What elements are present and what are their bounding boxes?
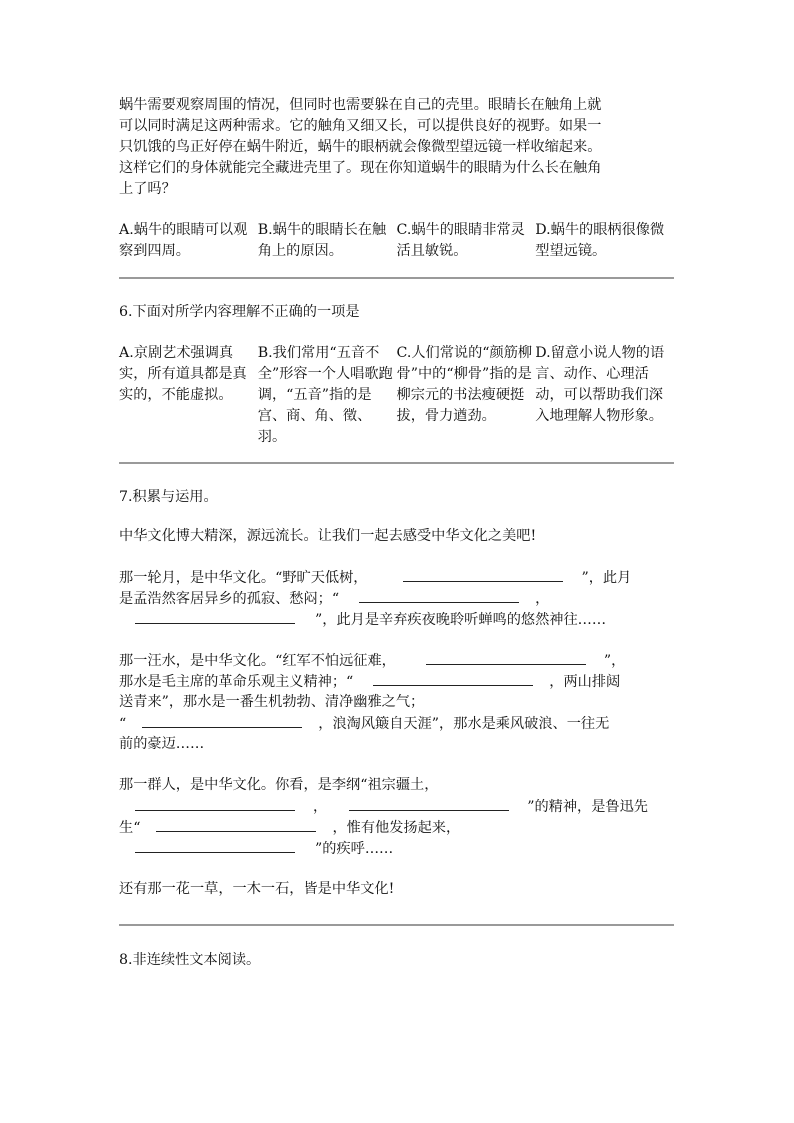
divider	[119, 277, 674, 279]
fill-blank[interactable]	[373, 671, 533, 686]
option-a[interactable]: A.京剧艺术强调真实，所有道具都是真实的，不能虚拟。	[119, 345, 247, 403]
q5-passage	[119, 95, 674, 200]
fill-blank[interactable]	[142, 713, 302, 728]
people-line-3: 生“ ，惟有他发扬起来，	[119, 817, 674, 839]
q7-intro: 中华文化博大精深，源远流长。让我们一起去感受中华文化之美吧!	[119, 528, 537, 544]
fill-blank[interactable]	[135, 796, 295, 811]
q7-title: 7.积累与运用。	[119, 489, 218, 505]
option-b[interactable]: B.我们常用“五音不全”形容一个人唱歌跑调，“五音”指的是宫、商、角、徵、羽。	[257, 345, 393, 445]
passage-line: 上了吗？	[119, 181, 176, 197]
q5-options	[119, 220, 674, 262]
q6-options	[119, 343, 674, 448]
people-line-4: ”的疾呼……	[119, 838, 674, 860]
moon-line-3: ”，此月是辛弃疾夜晚聆听蝉鸣的悠然神往……	[119, 609, 674, 631]
water-line-3: 送青来”，那水是一番生机勃勃、清净幽雅之气；	[119, 694, 425, 710]
water-line-5: 前的豪迈……	[119, 736, 205, 752]
moon-line-2: 是孟浩然客居异乡的孤寂、愁闷；“ ，	[119, 588, 674, 610]
q7-closing: 还有那一花一草，一木一石，皆是中华文化!	[119, 881, 395, 897]
fill-blank[interactable]	[156, 817, 316, 832]
passage-line: 这样它们的身体就能完全藏进壳里了。现在你知道蜗牛的眼睛为什么长在触角	[119, 160, 602, 176]
water-line-4: “ ，浪淘风簸自天涯”，那水是乘风破浪、一往无	[119, 713, 674, 735]
passage-line: 可以同时满足这两种需求。它的触角又细又长，可以提供良好的视野。如果一	[119, 118, 602, 134]
people-line-1: 那一群人，是中华文化。你看，是李纲“祖宗疆土，	[119, 777, 439, 793]
option-d[interactable]: D.留意小说人物的语言、动作、心理活动，可以帮助我们深入地理解人物形象。	[535, 345, 665, 424]
moon-line-1: 那一轮月，是中华文化。“野旷天低树， ”，此月	[119, 567, 674, 589]
q8-title: 8.非连续性文本阅读。	[119, 952, 261, 968]
passage-line: 只饥饿的鸟正好停在蜗牛附近，蜗牛的眼柄就会像微型望远镜一样收缩起来。	[119, 139, 602, 155]
water-line-1: 那一汪水，是中华文化。“红军不怕远征难， ”，	[119, 650, 674, 672]
people-line-2: ， ”的精神，是鲁迅先	[119, 796, 674, 818]
fill-blank[interactable]	[135, 838, 295, 853]
water-line-2: 那水是毛主席的革命乐观主义精神；“ ，两山排闼	[119, 671, 674, 693]
option-c[interactable]: C.蜗牛的眼睛非常灵活且敏锐。	[396, 222, 525, 259]
option-a[interactable]: A.蜗牛的眼睛可以观察到四周。	[119, 222, 248, 259]
divider	[119, 924, 674, 926]
option-d[interactable]: D.蜗牛的眼柄很像微型望远镜。	[535, 222, 665, 259]
fill-blank[interactable]	[135, 609, 295, 624]
option-c[interactable]: C.人们常说的“颜筋柳骨”中的“柳骨”指的是柳宗元的书法瘦硬挺拔，骨力遒劲。	[396, 345, 533, 424]
divider	[119, 462, 674, 464]
option-b[interactable]: B.蜗牛的眼睛长在触角上的原因。	[257, 222, 387, 259]
passage-line: 蜗牛需要观察周围的情况，但同时也需要躲在自己的壳里。眼睛长在触角上就	[119, 97, 602, 113]
fill-blank[interactable]	[359, 588, 519, 603]
fill-blank[interactable]	[349, 796, 509, 811]
q6-title: 6.下面对所学内容理解不正确的一项是	[119, 304, 360, 320]
fill-blank[interactable]	[426, 650, 586, 665]
fill-blank[interactable]	[403, 567, 563, 582]
